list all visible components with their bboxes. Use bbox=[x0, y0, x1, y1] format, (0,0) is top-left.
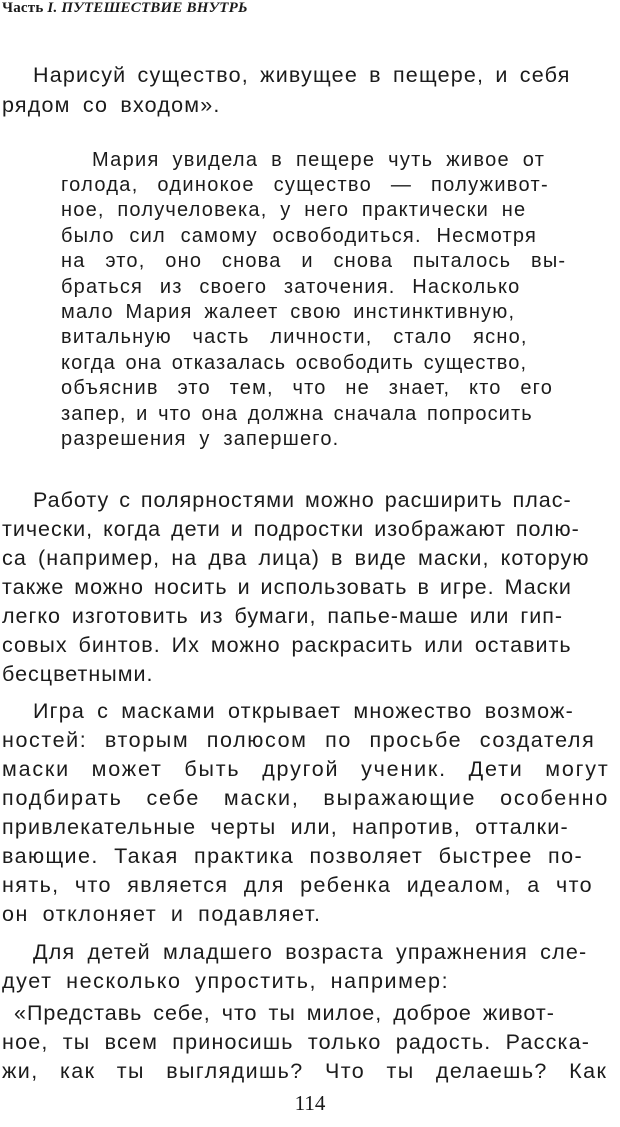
quote-line: запер, и что она должна сначала попросить bbox=[61, 403, 533, 425]
paragraph-line: маски может быть другой ученик. Дети могут bbox=[2, 757, 610, 781]
paragraph-line: Работу с полярностями можно расширить плас- bbox=[33, 488, 572, 512]
paragraph-line: легко изготовить из бумаги, папье-маше или гип- bbox=[2, 604, 564, 628]
quote-line: витальную часть личности, стало ясно, bbox=[61, 326, 528, 348]
quote-line: мало Мария жалеет свою инстинктивную, bbox=[61, 301, 516, 323]
paragraph-line: бесцветными. bbox=[2, 662, 154, 686]
quote-line: браться из своего заточения. Насколько bbox=[61, 276, 521, 298]
running-header bbox=[2, 0, 248, 17]
paragraph-line: также можно носить и использовать в игре. Маски bbox=[2, 575, 572, 599]
paragraph-line: он отклоняет и подавляет. bbox=[2, 902, 322, 926]
paragraph-line: ностей: вторым полюсом по просьбе создателя bbox=[2, 728, 596, 752]
paragraph-line: тически, когда дети и подростки изображают полю- bbox=[2, 517, 580, 541]
paragraph-line: нять, что является для ребенка идеалом, а что bbox=[2, 873, 593, 897]
header-part: Часть bbox=[2, 0, 44, 16]
quote-line: объяснив это тем, что не знает, кто его bbox=[61, 377, 554, 399]
quote-line: ное, получеловека, у него практически не bbox=[61, 199, 527, 221]
paragraph-line: Игра с масками открывает множество возмож- bbox=[33, 699, 574, 723]
quote-line: на это, оно снова и снова пыталось вы- bbox=[61, 250, 567, 272]
intro-line: Нарисуй существо, живущее в пещере, и себя bbox=[33, 63, 571, 87]
paragraph-line: совых бинтов. Их можно раскрасить или оставить bbox=[2, 633, 572, 657]
intro-line: рядом со входом». bbox=[2, 93, 221, 117]
paragraph-line: «Представь себе, что ты милое, доброе живот- bbox=[14, 1001, 555, 1025]
quote-line: было сил самому освободиться. Несмотря bbox=[61, 225, 537, 247]
page-number: 114 bbox=[294, 1091, 326, 1115]
header-part-number: I. bbox=[47, 0, 58, 16]
quote-line: Мария увидела в пещере чуть живое от bbox=[92, 149, 546, 171]
paragraph-line: са (например, на два лица) в виде маски, которую bbox=[2, 546, 590, 570]
paragraph-line: подбирать себе маски, выражающие особенно bbox=[2, 786, 610, 810]
paragraph-line: Для детей младшего возраста упражнения сле- bbox=[33, 940, 588, 964]
quote-line: когда она отказалась освободить существо, bbox=[61, 352, 528, 374]
paragraph-line: вающие. Такая практика позволяет быстрее по- bbox=[2, 844, 584, 868]
quote-line: голода, одинокое существо — полуживот- bbox=[61, 174, 549, 196]
header-title: ПУТЕШЕСТВИЕ ВНУТРЬ bbox=[61, 0, 248, 16]
paragraph-line: жи, как ты выглядишь? Что ты делаешь? Как bbox=[2, 1059, 608, 1083]
paragraph-line: дует несколько упростить, например: bbox=[2, 969, 450, 993]
paragraph-line: ное, ты всем приносишь только радость. Расска- bbox=[2, 1030, 591, 1054]
paragraph-line: привлекательные черты или, напротив, отталки- bbox=[2, 815, 569, 839]
quote-line: разрешения у запершего. bbox=[61, 428, 340, 450]
